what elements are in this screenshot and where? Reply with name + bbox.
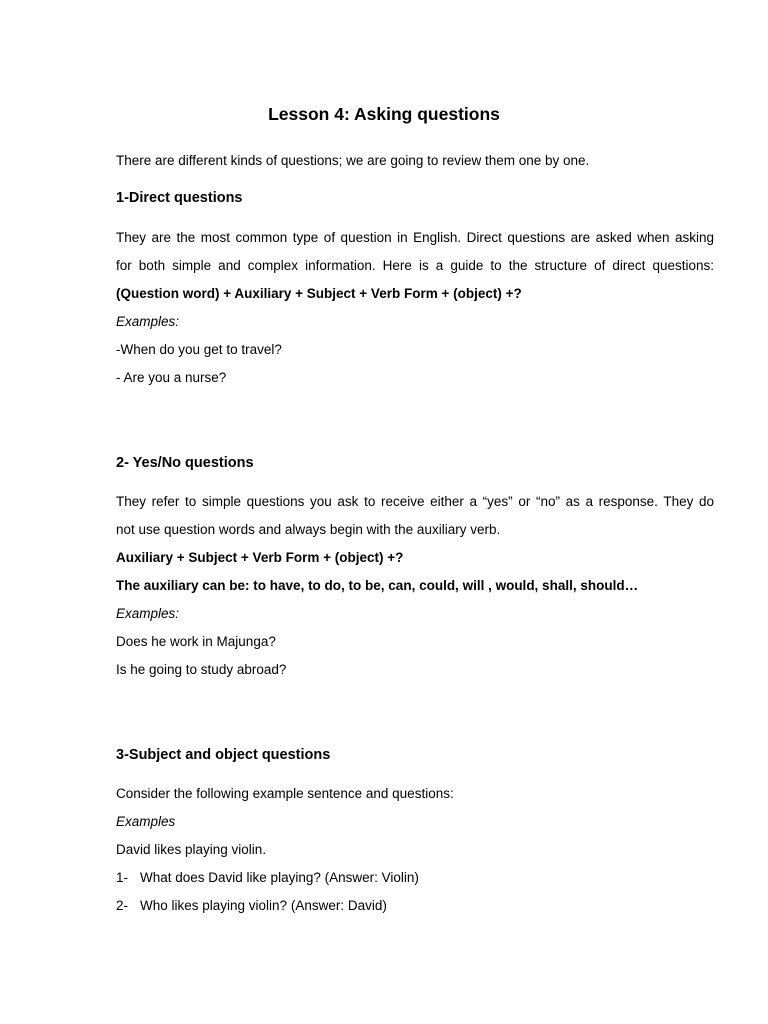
list-number: 2-	[116, 898, 129, 913]
section2-examples-label: Examples:	[116, 606, 180, 621]
section3-numbered-item-2	[116, 897, 387, 915]
section1-example-1: -When do you get to travel?	[116, 342, 282, 357]
section-heading-subject-object: 3-Subject and object questions	[116, 747, 331, 763]
section2-example-2: Is he going to study abroad?	[116, 662, 287, 677]
list-number: 1-	[116, 870, 129, 885]
section1-paragraph-line1: They are the most common type of question in English. Direct questions are asked when asking	[116, 230, 714, 245]
section1-examples-label: Examples:	[116, 314, 180, 329]
section1-example-2: - Are you a nurse?	[116, 370, 227, 385]
list-item-text: What does David like playing? (Answer: Violin)	[140, 870, 419, 885]
intro-text: There are different kinds of questions; we are going to review them one by one.	[116, 153, 590, 168]
section2-auxiliary-note: The auxiliary can be: to have, to do, to be, can, could, will , would, shall, should…	[116, 578, 639, 593]
section3-sentence: David likes playing violin.	[116, 842, 267, 857]
section2-paragraph-line1: They refer to simple questions you ask to receive either a “yes” or “no” as a response. They do	[116, 494, 714, 509]
section2-paragraph-line2: not use question words and always begin with the auxiliary verb.	[116, 522, 501, 537]
section2-example-1: Does he work in Majunga?	[116, 634, 276, 649]
section1-paragraph-line2: for both simple and complex information. Here is a guide to the structure of direct questions:	[116, 258, 714, 273]
section2-structure: Auxiliary + Subject + Verb Form + (object) +?	[116, 550, 404, 565]
section-heading-direct: 1-Direct questions	[116, 190, 243, 206]
section3-examples-label: Examples	[116, 814, 176, 829]
section3-numbered-item-1	[116, 869, 419, 887]
section-heading-yes-no: 2- Yes/No questions	[116, 455, 254, 471]
list-item-text: Who likes playing violin? (Answer: David)	[140, 898, 387, 913]
section1-structure: (Question word) + Auxiliary + Subject + Verb Form + (object) +?	[116, 286, 522, 301]
section3-intro: Consider the following example sentence and questions:	[116, 786, 454, 801]
page-title: Lesson 4: Asking questions	[268, 104, 500, 124]
